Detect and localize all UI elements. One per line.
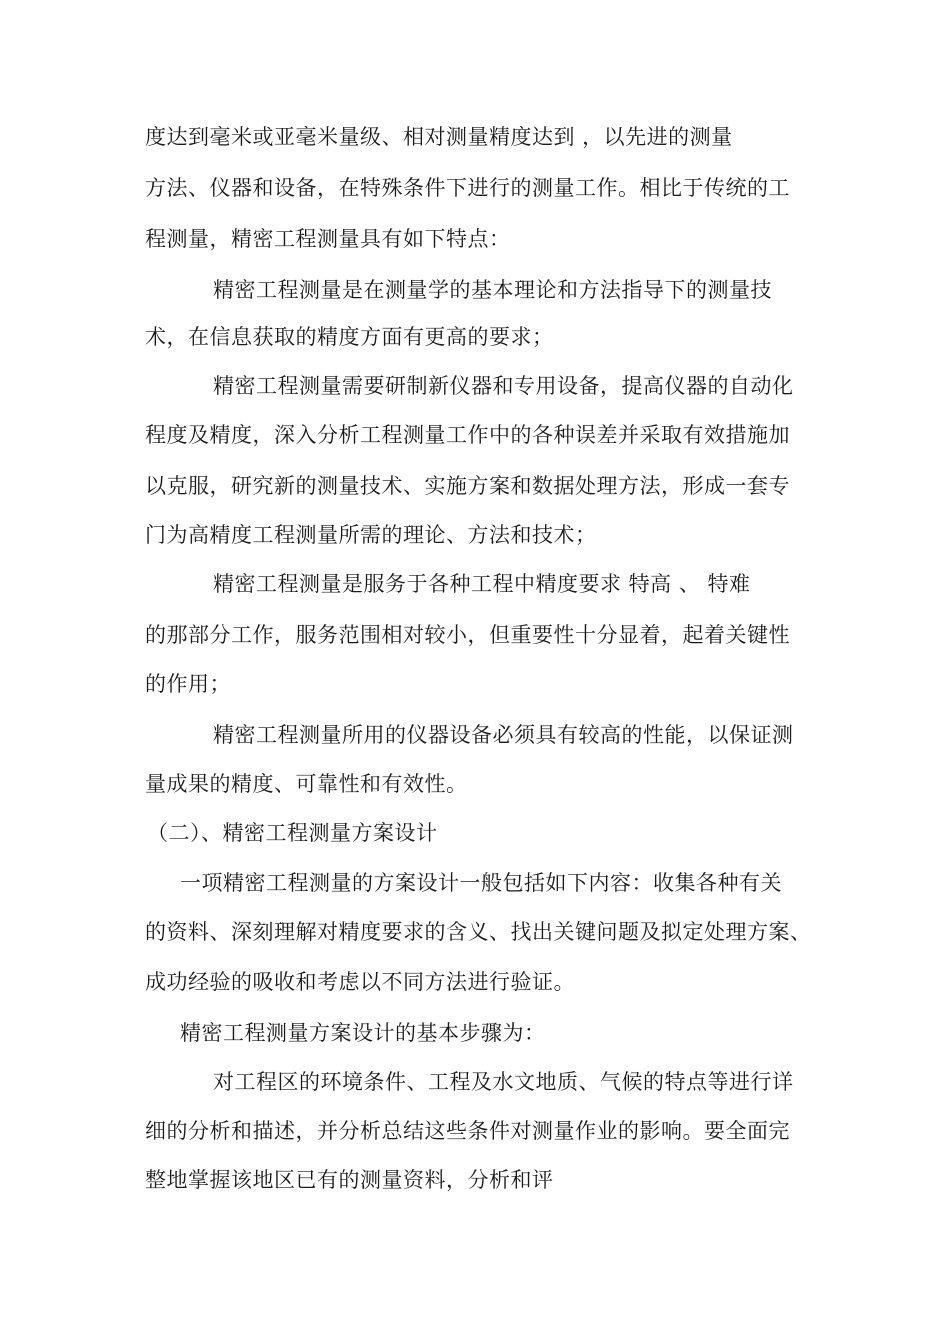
text-line: 的资料、深刻理解对精度要求的含义、找出关键问题及拟定处理方案、 [145, 920, 812, 944]
text-line: 程度及精度，深入分析工程测量工作中的各种误差并采取有效措施加 [145, 423, 790, 447]
text-line: 成功经验的吸收和考虑以不同方法进行验证。 [145, 970, 575, 994]
text-line: 精密工程测量是服务于各种工程中精度要求 特高 、 特难 [213, 572, 751, 596]
text-line: 一项精密工程测量的方案设计一般包括如下内容：收集各种有关 [180, 871, 782, 895]
text-line: 以克服，研究新的测量技术、实施方案和数据处理方法，形成一套专 [145, 474, 790, 498]
text-line: 的作用； [145, 672, 231, 696]
section-heading: （二）、精密工程测量方案设计 [147, 821, 438, 845]
text-line: 程测量，精密工程测量具有如下特点： [145, 227, 511, 251]
text-line: 术，在信息获取的精度方面有更高的要求； [145, 325, 554, 349]
text-line: 精密工程测量是在测量学的基本理论和方法指导下的测量技 [213, 278, 772, 302]
text-line: 方法、仪器和设备，在特殊条件下进行的测量工作。相比于传统的工 [145, 176, 790, 200]
text-line: 精密工程测量所用的仪器设备必须具有较高的性能，以保证测 [213, 723, 794, 747]
text-line: 对工程区的环境条件、工程及水文地质、气候的特点等进行详 [213, 1070, 794, 1094]
text-line: 整地掌握该地区已有的测量资料，分析和评 [145, 1168, 554, 1192]
text-line: 的那部分工作，服务范围相对较小，但重要性十分显着，起着关键性 [145, 623, 790, 647]
text-line: 精密工程测量方案设计的基本步骤为： [180, 1021, 546, 1045]
text-line: 量成果的精度、可靠性和有效性。 [145, 772, 468, 796]
text-line: 门为高精度工程测量所需的理论、方法和技术； [145, 523, 597, 547]
text-line: 精密工程测量需要研制新仪器和专用设备，提高仪器的自动化 [213, 374, 794, 398]
text-line: 度达到毫米或亚毫米量级、相对测量精度达到 ，以先进的测量 [145, 125, 733, 149]
text-line: 细的分析和描述，并分析总结这些条件对测量作业的影响。要全面完 [145, 1119, 790, 1143]
